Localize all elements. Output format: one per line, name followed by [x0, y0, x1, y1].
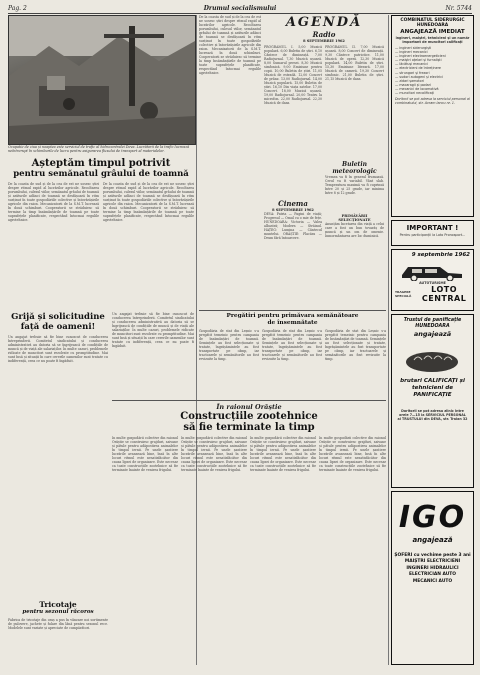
headline-sub: de însemnătate — [267, 320, 318, 326]
ad-list-item: — ingineri mecanici — [395, 50, 428, 55]
ad-title: Trustul de panificație HUNEDOARA — [403, 318, 462, 329]
ad-brand: LOTO CENTRAL — [421, 285, 467, 304]
ad-footer: orele 7—15 la SERVICIUL PERSONAL — [399, 413, 466, 418]
ad-subtitle: Pentru participanții la Loto Pronosport... — [399, 233, 466, 237]
article-body: De la coasta de sud și de la cea de est ne sosesc știri despre ritmul rapid al lucrărilor agricole. Recoltarea porumbului, culesul viilor, semănatul grâului de toamnă și arăturile adânci de toamnă se desfășoară în ritm susținut în toate gospodăriile colective și întovărășirile agricole din raion. Mecanizatorii de la S.M.T. lucrează în două schimburi. Cooperatorii se străduiesc să termine la timp însămânțările de toamnă pe toate suprafețele planificate, respectând întocmai regulile agrotehnice. — [8, 182, 99, 222]
ad-banner: AUTOTURISME — [419, 281, 446, 285]
news-photo — [8, 15, 196, 145]
radio-date: 8 SEPTEMBRIE 1962 — [303, 39, 345, 43]
meteo-body: Vremea va fi în general frumoasă. Cerul va fi variabil. Vânt slab. Temperatura maximă va fi cuprinsă între 20 și 25 grade, iar minima între 8 și 12 grade. — [325, 175, 384, 195]
ad-line: ELECTRICIAN AUTO — [408, 572, 457, 578]
meteo-subtitle: meteorologic — [332, 168, 377, 175]
ad-list-item: — muncitori necalificați — [395, 91, 434, 96]
ad-important — [391, 220, 474, 246]
bread-icon — [392, 338, 473, 378]
headline: Grijă și solicitudine — [11, 312, 105, 322]
article-body: De la coasta de sud și de la cea de est ne sosesc știri despre ritmul rapid al lucrărilor agricole. Recoltarea porumbului, culesul viilor, semănatul grâului de toamnă și arăturile adânci de toamnă se desfășoară în ritm susținut în toate gospodăriile colective și întovărășirile agricole din raion. Mecanizatorii de la S.M.T. lucrează în două schimburi. Cooperatorii se străduiesc să termine la timp însămânțările de toamnă pe toate suprafețele planificate, respectând întocmai regulile agrotehnice. — [103, 182, 194, 222]
ad-list-item: — zidari șamotori — [395, 78, 424, 83]
car-icon — [392, 259, 473, 281]
kicker: În raionul Orăștie — [216, 403, 282, 411]
notice-body: Anunțăm încetarea din viață a celui care a fost un bun tovarăș de muncă și un om de omenie. Înmormântarea are loc duminică. — [325, 222, 384, 238]
ad-list — [392, 44, 473, 97]
article-body: Gospodăria de stat din Leșnic s-a pregătit temeinic pentru campania de însămânțări de toamnă. Semințele au fost selecționate și tratate, îngrășămintele au fost transportate pe câmp, iar tractoarele și semănătorile au fost revizuite la timp. — [262, 329, 322, 361]
radio-program-1: PROGRAMUL I. 5,00 Muzică populară. 6,00 Buletin de știri. 6,10 Cântece de dimineață. 7,00 Radiojurnal. 7,30 Muzică ușoară. 8,00 Sumarul presei. 8,30 Muzică simfonică. 9,00 Emisiune pentru copii. 10,00 Buletin de știri. 11,05 Muzică de estradă. 12,00 Concert de prânz. 13,00 Radiojurnal. 14,00 Muzică populară. 15,00 Buletin de știri. 16,10 Din viața satelor. 17,00 Concert. 18,00 Muzică ușoară. 19,00 Radiojurnal. 20,00 Teatru la microfon. 22,00 Radiojurnal. 22,30 Muzică de dans. — [264, 45, 322, 105]
ad-tag: TRAGERE SPECIALĂ — [395, 290, 412, 299]
headline-sub: pentru semănatul grâului de toamnă — [13, 169, 189, 179]
radio-program-2: PROGRAMUL II. 7,00 Muzică ușoară. 8,00 Concert de dimineață. 9,30 Cântece patriotice. 11,00 Muzică de operă. 12,30 Muzică populară. 14,00 Buletin de știri. 15,30 Emisiune literară. 17,00 Muzică de cameră. 19,30 Concert simfonic. 21,00 Buletin de știri. 21,15 Muzică de dans. — [325, 45, 384, 81]
ad-subtitle: angajează — [413, 330, 452, 338]
headline: Construcțiile zootehnice — [180, 411, 318, 422]
article-body: Fabrica de tricotaje din oraș a pus în vânzare noi sortimente de pulovere, jachete și fulare din lână pentru sezonul rece. Modelele sunt variate și apreciate de cumpărători. — [8, 618, 108, 630]
masthead — [8, 4, 472, 14]
newspaper-title: Drumul socialismului — [203, 5, 277, 12]
ad-list-item: — macaragii și podari — [395, 82, 431, 87]
ad-steel-plant — [391, 15, 474, 217]
ad-date: 9 septembrie 1962 — [411, 252, 470, 258]
ad-footer: Doritorii se pot adresa zilnic între — [401, 409, 464, 413]
ad-list-item: — ingineri electroenergeticieni — [395, 54, 446, 59]
ad-bakery — [391, 314, 474, 488]
headline-sub: să fie terminate la timp — [183, 422, 315, 433]
article-body-continued: De la coasta de sud și de la cea de est ne sosesc știri despre ritmul rapid al lucrărilor agricole. Recoltarea porumbului, culesul viilor, semănatul grâului de toamnă și arăturile adânci de toamnă se desfășoară în ritm susținut în toate gospodăriile colective și întovărășirile agricole din raion. Mecanizatorii de la S.M.T. lucrează în două schimburi. Cooperatorii se străduiesc să termine la timp însămânțările de toamnă pe toate suprafețele planificate, respectând întocmai regulile agrotehnice. — [199, 15, 261, 75]
article-care — [8, 312, 108, 597]
ad-line: MAIȘTRI ELECTRICIENI — [404, 559, 461, 565]
article-knitwear — [8, 600, 108, 670]
ad-list-item: — lăcătuși mecanici — [395, 62, 428, 67]
agenda-section — [264, 15, 384, 256]
ad-title: IMPORTANT ! — [406, 224, 459, 232]
article-zootechnic — [112, 403, 386, 668]
issue-number: Nr. 5744 — [445, 5, 472, 12]
ad-line: ingineri, maiștri, tehnicieni și un număr important de muncitori calificați — [395, 35, 470, 44]
ad-subtitle: angajează — [412, 536, 453, 544]
ad-footer: Doritorii se pot adresa la serviciul personal al combinatului, str. Avram Iancu nr. 1. — [395, 97, 470, 106]
cinema-program: DEVA: Patria — Pagini de viață; Progresul — Omul cu o mie de fețe. HUNEDOARA: Victoria — Valea albastră; Modern — Străinul. HAȚEG: Lumina — Cântecul muntelui. ORĂȘTIE: Flacăra — Drum fără întoarcere. — [264, 212, 322, 240]
headline-sub: pentru sezonul răcoros — [22, 609, 94, 615]
article-body: În multe gospodării colective din raionul Orăștie se construiesc grajduri, saivane și pătule pentru adăpostirea animalelor în timpul iernii. Pe unele șantiere lucrările avansează bine, însă în alte locuri ritmul este nesatisfăcător din cauza lipsei de organizare. Este necesar ca toate construcțiile zootehnice să fie terminate înainte de venirea frigului. — [181, 436, 247, 472]
headline: Tricotaje — [39, 600, 77, 609]
article-sowing — [8, 158, 194, 276]
ad-list-item: — ingineri siderurgiști — [395, 46, 432, 50]
article-body: Gospodăria de stat din Leșnic s-a pregătit temeinic pentru campania de însămânțări de toamnă. Semințele au fost selecționate și tratate, îngrășămintele au fost transportate pe câmp, iar tractoarele și semănătorile au fost revizuite la timp. — [199, 329, 259, 361]
ad-list-item: — sudori autogeni și electrici — [395, 74, 443, 79]
ad-list-item: — electricieni de întreținere — [395, 66, 441, 71]
article-body: Un angajat trebuie să fie bine cunoscut de conducerea întreprinderii. Comitetul sindicatului și conducerea administrativă au datoria să se îngrijească de condițiile de muncă și de viață ale salariaților. În multe cazuri, problemele ridicate de muncitori sunt rezolvate cu promptitudine. Mai sunt însă și situații în care cererile oamenilor sunt tratate cu indiferență, ceea ce nu poate fi îngăduit. — [8, 335, 108, 363]
meteo-title: Buletin — [342, 161, 367, 168]
article-body: În multe gospodării colective din raionul Orăștie se construiesc grajduri, saivane și pătule pentru adăpostirea animalelor în timpul iernii. Pe unele șantiere lucrările avansează bine, însă în alte locuri ritmul este nesatisfăcător din cauza lipsei de organizare. Este necesar ca toate construcțiile zootehnice să fie terminate înainte de venirea frigului. — [250, 436, 316, 472]
ad-brand: IGO — [398, 500, 467, 535]
headline: Pregătiri pentru primăvara semănătoare — [226, 313, 359, 319]
ad-igo — [391, 491, 474, 665]
ad-line: MECANICI AUTO — [412, 578, 453, 584]
ad-list-item: — strungari și frezori — [395, 70, 430, 75]
ad-line: tehnicieni de PANIFICAȚIE — [411, 385, 454, 398]
ad-subtitle: ANGAJEAZĂ IMEDIAT — [400, 28, 465, 35]
cinema-title: Cinema — [278, 199, 308, 208]
cinema-date: 8 SEPTEMBRIE 1962 — [272, 208, 314, 212]
ad-loto — [391, 249, 474, 311]
agenda-title: AGENDĂ — [285, 15, 363, 30]
article-body: În multe gospodării colective din raionul Orăștie se construiesc grajduri, saivane și pătule pentru adăpostirea animalelor în timpul iernii. Pe unele șantiere lucrările avansează bine, însă în alte locuri ritmul este nesatisfăcător din cauza lipsei de organizare. Este necesar ca toate construcțiile zootehnice să fie terminate înainte de venirea frigului. — [112, 436, 178, 472]
radio-title: Radio — [312, 30, 336, 39]
headline-sub: față de oameni! — [20, 322, 96, 332]
article-preparations — [199, 313, 386, 401]
ad-list-item: — maiștri oțelari și furnaliști — [395, 58, 442, 63]
ad-footer: al TRUSTULUI din DEVA, str. Traian 32 — [397, 417, 468, 422]
page-number: Pag. 2 — [8, 5, 27, 12]
ad-line: ȘOFERI cu vechime peste 3 ani — [394, 553, 471, 558]
article-body: În multe gospodării colective din raionul Orăștie se construiesc grajduri, saivane și pătule pentru adăpostirea animalelor în timpul iernii. Pe unele șantiere lucrările avansează bine, însă în alte locuri ritmul este nesatisfăcător din cauza lipsei de organizare. Este necesar ca toate construcțiile zootehnice să fie terminate înainte de venirea frigului. — [319, 436, 386, 472]
ad-line: brutari CALIFICAȚI și — [400, 378, 465, 384]
headline: Așteptăm timpul potrivit — [31, 158, 171, 169]
ad-list-item: — mecanici de locomotivă — [395, 86, 439, 91]
notice-title: PRIMĂVĂRII SELECȚIONATE — [338, 214, 371, 222]
ad-line: INGINERI HIDRAULICI — [406, 565, 459, 571]
photo-illustration — [9, 16, 195, 144]
article-body-continued: Un angajat trebuie să fie bine cunoscut de conducerea întreprinderii. Comitetul sindicatului și conducerea administrativă au datoria să se îngrijească de condițiile de muncă și de viață ale salariaților. În multe cazuri, problemele ridicate de muncitori sunt rezolvate cu promptitudine. Mai sunt însă și situații în care cererile oamenilor sunt tratate cu indiferență, ceea ce nu poate fi îngăduit. — [112, 312, 194, 348]
ad-title: COMBINATUL SIDERURGIC HUNEDOARA — [400, 18, 465, 29]
photo-caption: Ocupatie de ziua și noaptea este serviciul de trafic al hidrocentralei Deva. Lucrătorii de la trafic lucrează neîntrerupt în schimburile de lucru pentru asigurarea fluxului de transport al materialelor. — [8, 145, 190, 154]
article-body: Gospodăria de stat din Leșnic s-a pregătit temeinic pentru campania de însămânțări de toamnă. Semințele au fost selecționate și tratate, îngrășămintele au fost transportate pe câmp, iar tractoarele și semănătorile au fost revizuite la timp. — [325, 329, 386, 361]
